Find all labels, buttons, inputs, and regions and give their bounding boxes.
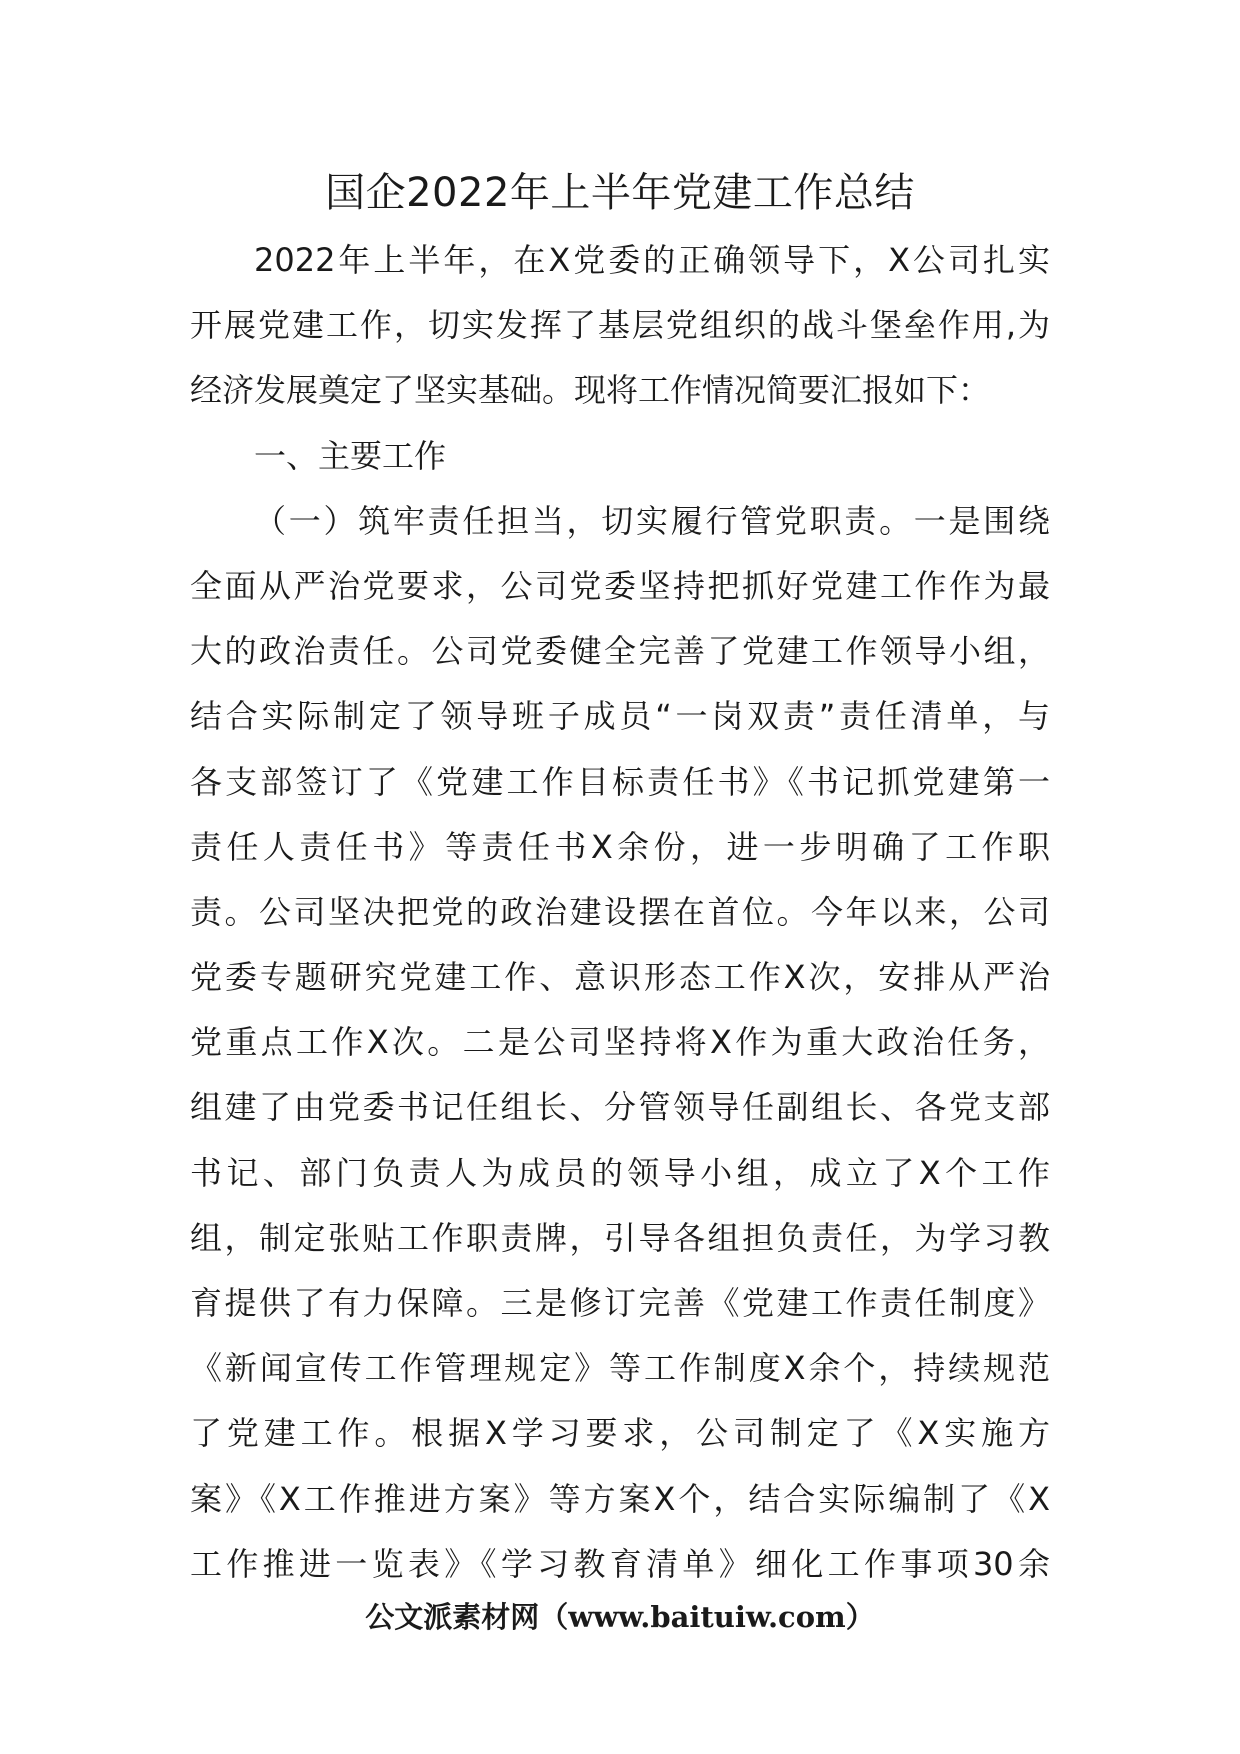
paragraph-line-1: 2022年上半年，在X党委的正确领导下，X公司扎实 — [254, 241, 1050, 279]
paragraph-line-3: 经济发展奠定了坚实基础。现将工作情况简要汇报如下： — [190, 371, 991, 410]
paragraph-line-20: 案》《X工作推进方案》等方案X个，结合实际编制了《X — [190, 1479, 1050, 1518]
paragraph-line-11: 责。公司坚决把党的政治建设摆在首位。今年以来，公司 — [190, 892, 1050, 931]
document-body — [190, 228, 1050, 1597]
paragraph-line-15: 书记、部门负责人为成员的领导小组，成立了X个工作 — [190, 1153, 1050, 1192]
source-watermark: 公文派素材网（www.baituiw.com） — [365, 1600, 875, 1634]
paragraph-line-8: 结合实际制定了领导班子成员“一岗双责”责任清单，与 — [190, 697, 1050, 736]
paragraph-line-2: 开展党建工作，切实发挥了基层党组织的战斗堡垒作用,为 — [190, 306, 1050, 345]
paragraph-line-18: 《新闻宣传工作管理规定》等工作制度X余个，持续规范 — [190, 1349, 1050, 1388]
paragraph-line-16: 组，制定张贴工作职责牌，引导各组担负责任，为学习教 — [190, 1218, 1050, 1257]
paragraph-line-5: （一）筑牢责任担当，切实履行管党职责。一是围绕 — [254, 501, 1050, 540]
section-heading: 一、主要工作 — [254, 436, 447, 475]
paragraph-line-21: 工作推进一览表》《学习教育清单》细化工作事项30余 — [190, 1544, 1050, 1583]
paragraph-line-12: 党委专题研究党建工作、意识形态工作X次，安排从严治 — [190, 958, 1050, 997]
paragraph-line-19: 了党建工作。根据X学习要求，公司制定了《X实施方 — [190, 1414, 1050, 1453]
paragraph-line-10: 责任人责任书》等责任书X余份，进一步明确了工作职 — [190, 827, 1050, 866]
paragraph-line-9: 各支部签订了《党建工作目标责任书》《书记抓党建第一 — [190, 762, 1050, 801]
paragraph-line-13: 党重点工作X次。二是公司坚持将X作为重大政治任务， — [190, 1023, 1050, 1062]
paragraph-line-6: 全面从严治党要求，公司党委坚持把抓好党建工作作为最 — [190, 566, 1050, 605]
paragraph-line-17: 育提供了有力保障。三是修订完善《党建工作责任制度》 — [190, 1284, 1050, 1322]
document-title: 国企2022年上半年党建工作总结 — [325, 170, 915, 216]
paragraph-line-7: 大的政治责任。公司党委健全完善了党建工作领导小组， — [190, 632, 1050, 671]
paragraph-line-14: 组建了由党委书记任组长、分管领导任副组长、各党支部 — [190, 1088, 1050, 1127]
